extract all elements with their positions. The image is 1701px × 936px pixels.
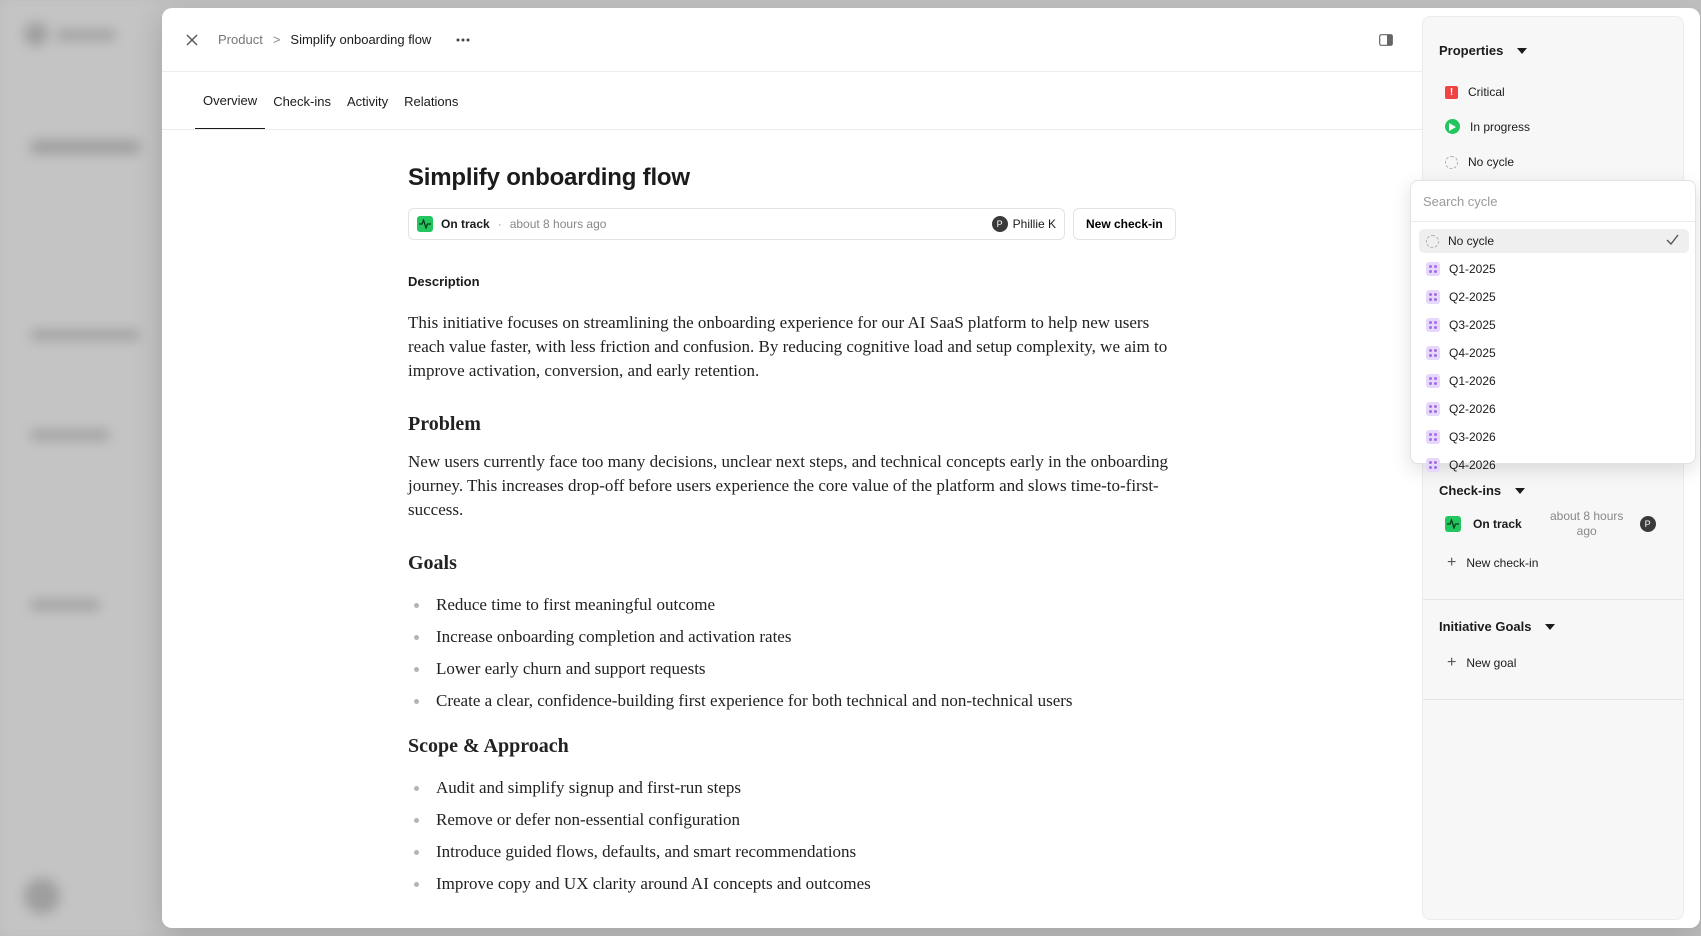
cycle-icon bbox=[1426, 458, 1440, 472]
properties-label: Properties bbox=[1439, 43, 1504, 58]
list-item: Improve copy and UX clarity around AI concepts and outcomes bbox=[408, 872, 1188, 896]
caret-down-icon bbox=[1515, 488, 1525, 494]
divider bbox=[1423, 699, 1683, 700]
description-label: Description bbox=[408, 274, 480, 289]
cycle-option-no-cycle[interactable]: No cycle bbox=[1419, 229, 1689, 253]
properties-header[interactable] bbox=[1439, 43, 1527, 58]
problem-heading: Problem bbox=[408, 413, 481, 435]
status-row bbox=[408, 208, 1188, 240]
close-icon[interactable] bbox=[180, 28, 204, 52]
tab-bar bbox=[162, 72, 1422, 130]
cycle-label: No cycle bbox=[1468, 155, 1515, 169]
list-item: Remove or defer non-essential configuration bbox=[408, 808, 1188, 832]
tab-overview[interactable]: Overview bbox=[195, 93, 265, 129]
priority-property[interactable] bbox=[1445, 85, 1505, 99]
plus-icon: + bbox=[1447, 654, 1457, 671]
status-property[interactable] bbox=[1445, 119, 1530, 134]
cycle-dropdown bbox=[1410, 180, 1696, 472]
avatar: P bbox=[1640, 516, 1656, 532]
more-options-icon[interactable] bbox=[451, 28, 475, 52]
check-in-time: about 8 hours ago bbox=[1549, 509, 1624, 538]
cycle-icon bbox=[1426, 374, 1440, 388]
plus-icon: + bbox=[1447, 554, 1457, 571]
initiative-modal bbox=[162, 8, 1700, 928]
caret-down-icon bbox=[1517, 48, 1527, 54]
cycle-option[interactable]: Q2-2026 bbox=[1419, 397, 1689, 421]
list-item: Introduce guided flows, defaults, and smart recommendations bbox=[408, 840, 1188, 864]
pulse-icon bbox=[1445, 516, 1461, 532]
status-label: In progress bbox=[1470, 119, 1531, 134]
initiative-content bbox=[408, 130, 1188, 904]
goals-heading: Goals bbox=[408, 552, 457, 574]
cycle-icon bbox=[1426, 318, 1440, 332]
scope-list bbox=[408, 776, 1188, 896]
check-in-entry[interactable] bbox=[1445, 509, 1670, 539]
list-item: Audit and simplify signup and first-run steps bbox=[408, 776, 1188, 800]
divider bbox=[1423, 599, 1683, 600]
check-ins-header[interactable] bbox=[1439, 483, 1525, 498]
avatar: P bbox=[992, 216, 1008, 232]
search-cycle-input[interactable] bbox=[1411, 181, 1695, 222]
page-title: Simplify onboarding flow bbox=[408, 164, 690, 191]
cycle-icon bbox=[1426, 262, 1440, 276]
problem-paragraph: New users currently face too many decisions, unclear next steps, and technical concepts early in the onboarding journey. This increases drop-off before users experience the core value of the platform and slows time-to-first-success. bbox=[408, 452, 1169, 519]
cycle-options bbox=[1419, 229, 1689, 481]
status-separator: · bbox=[497, 217, 502, 231]
sidebar-toggle-icon[interactable] bbox=[1374, 28, 1398, 52]
check-in-status: On track bbox=[1473, 517, 1522, 531]
cycle-option[interactable]: Q4-2025 bbox=[1419, 341, 1689, 365]
list-item: Lower early churn and support requests bbox=[408, 657, 1188, 681]
initiative-goals-label: Initiative Goals bbox=[1439, 619, 1532, 634]
latest-check-in[interactable] bbox=[408, 208, 1065, 240]
cycle-icon bbox=[1426, 430, 1440, 444]
intro-paragraph: This initiative focuses on streamlining the onboarding experience for our AI SaaS platform to help new users reach value faster, with less friction and confusion. By reducing cognitive load and setup complexity, we aim to improve activation, conversion, and early retention. bbox=[408, 313, 1168, 380]
tab-relations[interactable]: Relations bbox=[404, 94, 459, 109]
initiative-goals-header[interactable] bbox=[1439, 619, 1555, 634]
new-goal-link[interactable] bbox=[1447, 655, 1516, 671]
pulse-icon bbox=[417, 216, 433, 232]
new-goal-label: New goal bbox=[1466, 656, 1517, 670]
check-icon bbox=[1666, 234, 1679, 245]
priority-label: Critical bbox=[1468, 85, 1505, 99]
breadcrumb-separator: > bbox=[272, 32, 281, 47]
status-time: about 8 hours ago bbox=[509, 217, 607, 231]
breadcrumb-current: Simplify onboarding flow bbox=[290, 32, 432, 47]
scope-heading: Scope & Approach bbox=[408, 735, 569, 757]
new-check-in-button[interactable]: New check-in bbox=[1073, 208, 1176, 240]
cycle-option[interactable]: Q4-2026 bbox=[1419, 453, 1689, 477]
caret-down-icon bbox=[1545, 624, 1555, 630]
goals-list bbox=[408, 593, 1188, 713]
cycle-option[interactable]: Q3-2026 bbox=[1419, 425, 1689, 449]
list-item: Increase onboarding completion and activation rates bbox=[408, 625, 1188, 649]
no-cycle-icon bbox=[1426, 235, 1439, 248]
tab-activity[interactable]: Activity bbox=[346, 94, 389, 109]
cycle-icon bbox=[1426, 290, 1440, 304]
critical-priority-icon: ! bbox=[1445, 86, 1458, 99]
modal-topbar bbox=[162, 8, 1422, 72]
cycle-option[interactable]: Q3-2025 bbox=[1419, 313, 1689, 337]
cycle-option[interactable]: Q2-2025 bbox=[1419, 285, 1689, 309]
cycle-property[interactable] bbox=[1445, 155, 1514, 169]
check-ins-label: Check-ins bbox=[1439, 483, 1502, 498]
cycle-icon bbox=[1426, 402, 1440, 416]
list-item: Create a clear, confidence-building first experience for both technical and non-technical users bbox=[408, 689, 1188, 713]
new-check-in-link[interactable] bbox=[1447, 555, 1538, 571]
cycle-icon bbox=[1426, 346, 1440, 360]
tab-check-ins[interactable]: Check-ins bbox=[273, 94, 331, 109]
status-label: On track bbox=[441, 217, 490, 231]
breadcrumb-parent[interactable]: Product bbox=[218, 32, 263, 47]
owner-name: Phillie K bbox=[1012, 217, 1056, 231]
list-item: Reduce time to first meaningful outcome bbox=[408, 593, 1188, 617]
cycle-option[interactable]: Q1-2025 bbox=[1419, 257, 1689, 281]
in-progress-icon bbox=[1445, 119, 1460, 134]
no-cycle-icon bbox=[1445, 156, 1458, 169]
cycle-option[interactable]: Q1-2026 bbox=[1419, 369, 1689, 393]
new-check-in-label: New check-in bbox=[1466, 556, 1539, 570]
